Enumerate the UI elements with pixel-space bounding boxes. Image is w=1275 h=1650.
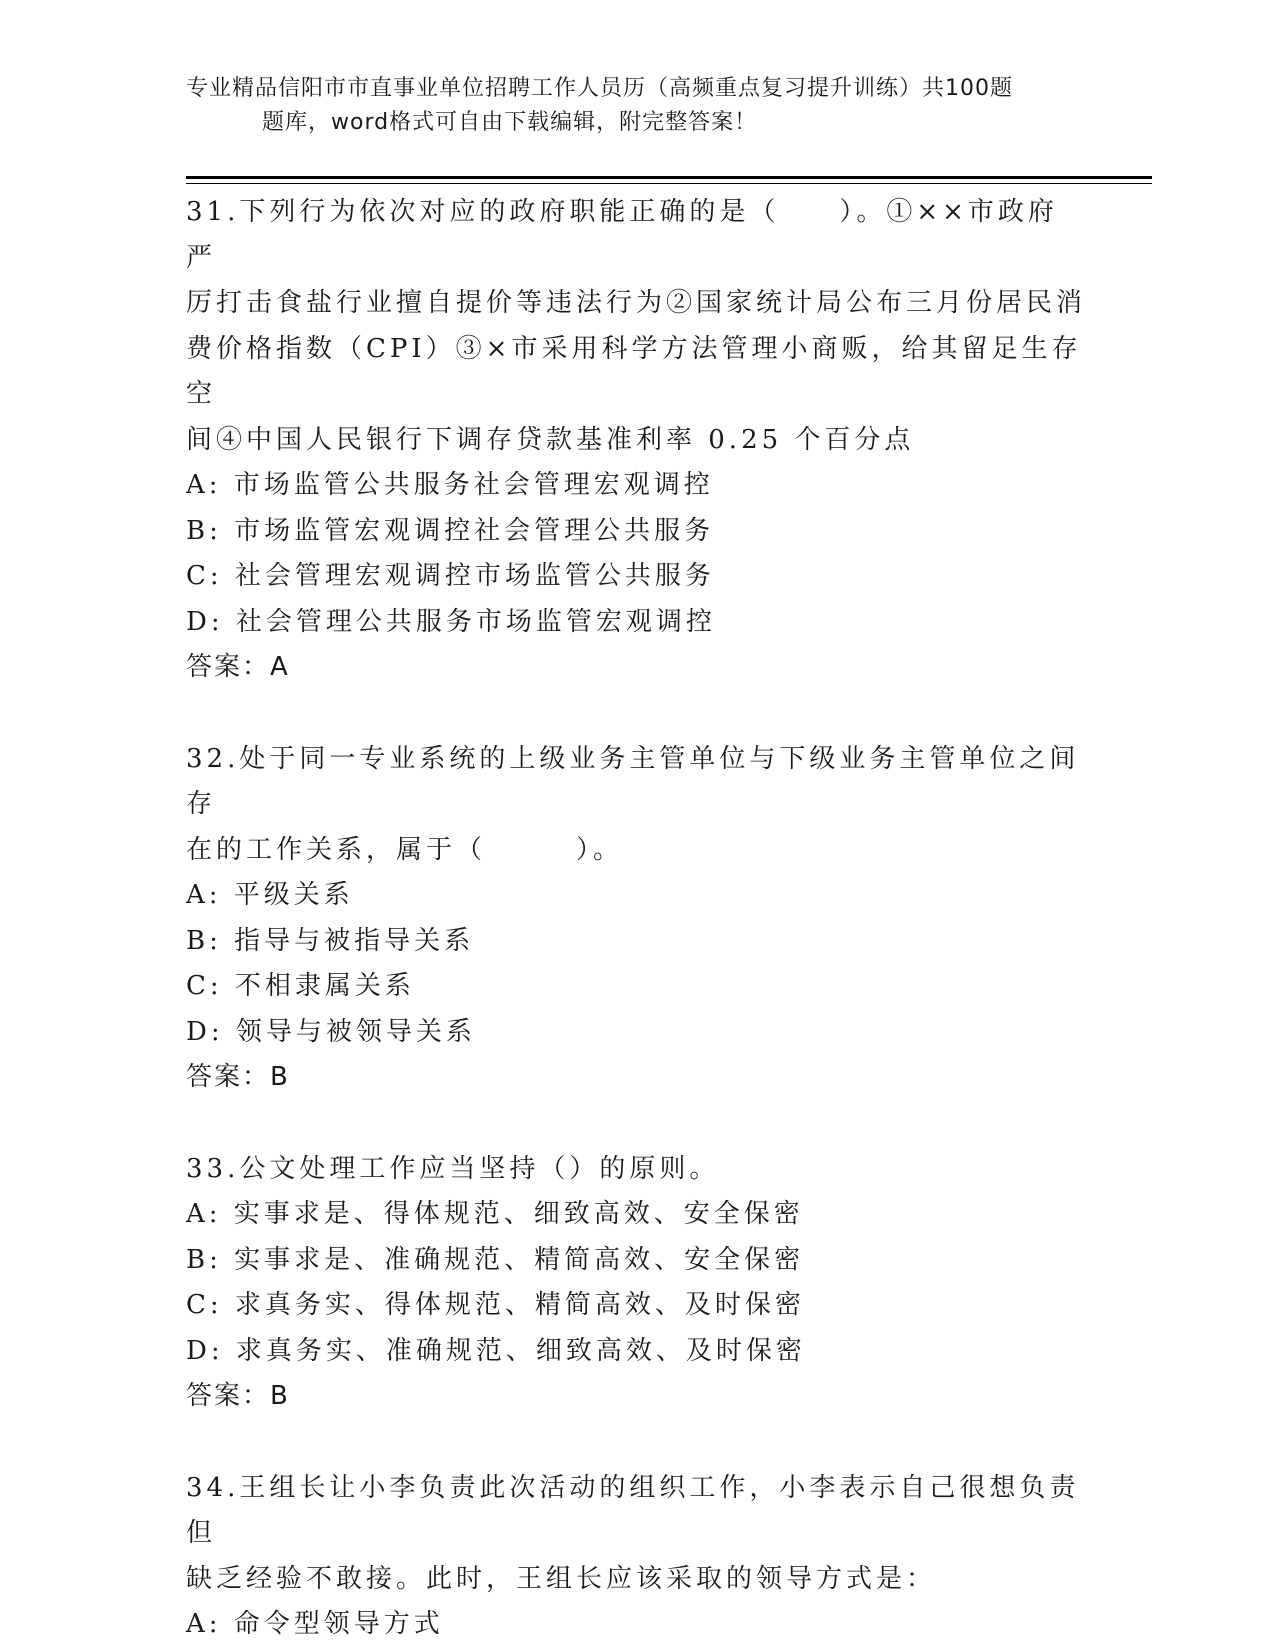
option-a: A: 实事求是、得体规范、细致高效、安全保密 xyxy=(186,1199,804,1229)
option-c: C: 社会管理宏观调控市场监管公共服务 xyxy=(186,561,715,591)
option-b: B: 实事求是、准确规范、精简高效、安全保密 xyxy=(186,1244,805,1275)
header-title-line2: 题库，word格式可自由下载编辑，附完整答案！ xyxy=(262,110,758,135)
stem-line: 31.下列行为依次对应的政府职能正确的是（ ）。①××市政府严 xyxy=(186,197,1058,273)
document-header xyxy=(186,72,1086,140)
answer: 答案：B xyxy=(186,1381,290,1411)
option-c: C: 求真务实、得体规范、精简高效、及时保密 xyxy=(186,1290,805,1320)
question-stem xyxy=(186,1147,1086,1193)
option-a: A: 平级关系 xyxy=(186,880,354,910)
question-stem xyxy=(186,190,1086,463)
question-stem xyxy=(186,737,1086,874)
option-b: B: 指导与被指导关系 xyxy=(186,925,475,956)
question-32 xyxy=(186,737,1086,1101)
header-divider-thin xyxy=(186,183,1152,184)
spacer xyxy=(186,691,1086,737)
question-stem xyxy=(186,1466,1086,1603)
stem-line: 厉打击食盐行业擅自提价等违法行为②国家统计局公布三月份居民消 xyxy=(186,288,1087,318)
stem-line: 32.处于同一专业系统的上级业务主管单位与下级业务主管单位之间存 xyxy=(186,743,1080,819)
spacer xyxy=(186,1420,1086,1466)
answer: 答案：A xyxy=(186,652,290,682)
stem-line: 在的工作关系，属于（ ）。 xyxy=(186,834,624,865)
option-a: A: 命令型领导方式 xyxy=(186,1609,444,1639)
spacer xyxy=(186,1101,1086,1147)
option-a: A: 市场监管公共服务社会管理宏观调控 xyxy=(186,470,714,500)
option-d: D: 领导与被领导关系 xyxy=(186,1016,476,1047)
stem-line: 34.王组长让小李负责此次活动的组织工作，小李表示自己很想负责但 xyxy=(186,1472,1080,1548)
question-34 xyxy=(186,1466,1086,1648)
option-b: B: 市场监管宏观调控社会管理公共服务 xyxy=(186,515,715,546)
question-31 xyxy=(186,190,1086,691)
option-d: D: 社会管理公共服务市场监管宏观调控 xyxy=(186,606,716,637)
stem-line: 缺乏经验不敢接。此时，王组长应该采取的领导方式是： xyxy=(186,1563,937,1594)
stem-line: 33.公文处理工作应当坚持（）的原则。 xyxy=(186,1153,720,1184)
question-list xyxy=(186,190,1086,1648)
stem-line: 间④中国人民银行下调存贷款基准利率 0.25 个百分点 xyxy=(186,424,915,455)
answer: 答案：B xyxy=(186,1062,290,1092)
header-divider-thick xyxy=(186,176,1152,179)
option-d: D: 求真务实、准确规范、细致高效、及时保密 xyxy=(186,1335,806,1366)
stem-line: 费价格指数（CPI）③×市采用科学方法管理小商贩，给其留足生存空 xyxy=(186,333,1082,409)
question-33 xyxy=(186,1147,1086,1420)
option-c: C: 不相隶属关系 xyxy=(186,971,415,1001)
header-title-line1: 专业精品信阳市市直事业单位招聘工作人员历（高频重点复习提升训练）共100题 xyxy=(186,76,1013,101)
